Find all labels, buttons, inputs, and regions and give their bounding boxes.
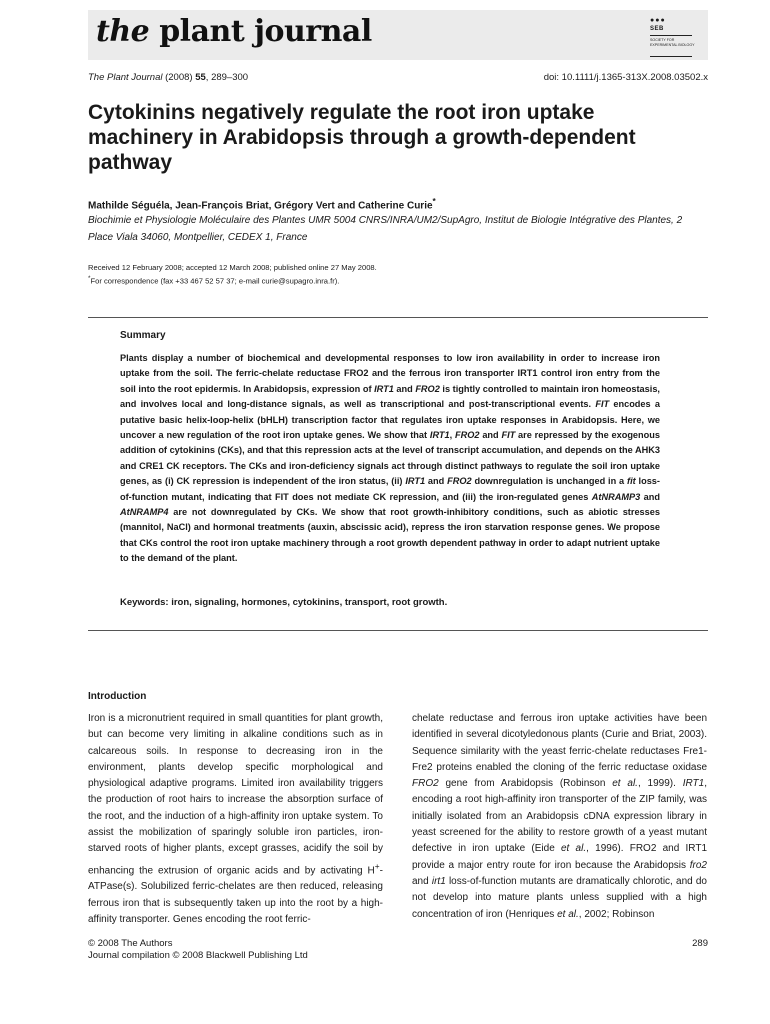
journal-logo-name: plant journal	[149, 14, 372, 49]
authors: Mathilde Séguéla, Jean-François Briat, Grégory Vert and Catherine Curie	[88, 200, 433, 212]
intro-text: , encoding a root high-affinity iron transporter of the ZIP family, was initially isolated from an Arabidopsis cDNA expression library in yeast screened for the ability to restore growth of a yeast mutant defective in iron uptake (Eide	[412, 778, 707, 855]
keywords: Keywords: iron, signaling, hormones, cytokinins, transport, root growth.	[120, 597, 448, 608]
intro-text: loss-of-function mutants are dramatically chlorotic, and do not develop into mature plants unless supplied with a high concentration of iron (Henriques	[412, 875, 707, 920]
introduction-heading: Introduction	[88, 691, 147, 702]
seb-short-name: SEB	[650, 26, 664, 32]
intro-text: and	[412, 875, 432, 887]
gene-name: AtNRAMP4	[120, 507, 169, 518]
gene-name: FRO2	[447, 476, 472, 487]
summary-part: and	[425, 476, 448, 487]
summary-part: ,	[449, 430, 455, 441]
page-number: 289	[692, 938, 708, 949]
corresponding-author-mark: *	[432, 196, 436, 206]
summary-heading: Summary	[120, 330, 166, 341]
received-dates: Received 12 February 2008; accepted 12 March 2008; published online 27 May 2008.	[88, 263, 377, 272]
seb-dots-icon: ●●●	[650, 17, 666, 24]
summary-part: and	[479, 430, 502, 441]
correspondence	[88, 273, 377, 287]
intro-text: , 1999).	[637, 778, 683, 790]
citation-journal: The Plant Journal	[88, 72, 163, 83]
gene-name: FRO2	[455, 430, 480, 441]
seb-divider-bottom	[650, 56, 692, 57]
gene-name: FRO2	[412, 778, 439, 790]
summary-part: are repressed by the exogenous addition of cytokinins (CKs), and that this repression acts at the level of transcript accumulation, and depends on the AHK3 and CRE1 CK receptors. The CKs and iron-deficiency signals act through distinct pathways to regulate the soil iron uptake genes, as (i) CK repression is independent of the iron status, (ii)	[120, 430, 660, 487]
summary-part: and	[640, 491, 660, 502]
journal-logo	[96, 14, 372, 49]
correspondence-text: For correspondence (fax +33 467 52 57 37; e-mail curie@supagro.inra.fr).	[90, 276, 340, 286]
summary-part: encodes a putative basic helix-loop-helix (bHLH) transcription factor that regulates iron uptake responses in Arabidopsis. Here, we uncover a new regulation of the root iron uptake genes. We show that	[120, 399, 660, 441]
footer-copyright	[88, 938, 308, 962]
gene-name: fit	[627, 476, 636, 487]
summary-part: and	[393, 383, 416, 394]
superscript: +	[374, 860, 380, 871]
gene-name: IRT1	[429, 430, 450, 441]
summary-part: is tightly controlled to maintain iron homeostasis, and involves local and long-distance signals, as well as transcriptional and post-transcriptional events.	[120, 383, 660, 410]
summary-top-rule	[88, 317, 708, 318]
intro-text: -ATPase(s). Solubilized ferric-chelates are then reduced, releasing ferrous iron that is subsequently taken up into the root by a high-affinity transporter. Genes encoding the root ferric-	[88, 865, 383, 925]
summary-part: Plants display a number of biochemical and developmental responses to low iron availability in order to increase iron uptake from the soil. The ferric-chelate reductase FRO2 and the ferrous iron transporter IRT1 control iron entry from the soil into the root epidermis. In Arabidopsis, expression of	[120, 353, 660, 394]
et-al: et al.	[557, 908, 579, 920]
citation-year: (2008)	[165, 72, 193, 83]
author-list	[88, 196, 436, 211]
gene-name: IRT1	[374, 383, 394, 394]
et-al: et al.	[612, 778, 638, 790]
seb-full-name: SOCIETY FOR EXPERIMENTAL BIOLOGY	[650, 38, 695, 47]
journal-banner	[88, 10, 708, 60]
intro-text: gene from Arabidopsis (Robinson	[438, 778, 613, 790]
correspondence-mark: *	[88, 275, 91, 282]
intro-text: chelate reductase and ferrous iron uptake activities have been identified in several dicotyledonous plants (Curie and Briat, 2003). Sequence similarity with the yeast ferric-chelate reductases Fre1-Fre2 proteins enabled the cloning of the ferric reductase oxidase	[412, 713, 707, 773]
summary-part: loss-of-function mutant, indicating that FIT does not mediate CK repression, and (iii) the iron-regulated genes	[120, 476, 660, 502]
gene-name: FRO2	[415, 383, 440, 394]
summary-part: are not downregulated by CKs. We show that root growth-inhibitory conditions, such as abiotic stresses (mannitol, NaCl) and hormonal treatments (auxin, abscissic acid), repress the iron starvation response genes. We propose that CKs control the root iron uptake machinery through a root growth dependent pathway in order to adapt nutrient uptake to the demand of the plant.	[120, 507, 660, 564]
citation-pages: , 289–300	[205, 72, 249, 83]
gene-name: AtNRAMP3	[591, 491, 641, 502]
citation-volume: 55	[195, 72, 206, 83]
gene-name: fro2	[689, 859, 707, 871]
gene-name: irt1	[431, 875, 446, 887]
gene-name: IRT1	[405, 476, 426, 487]
seb-logo	[650, 16, 700, 56]
summary-part: downregulation is unchanged in a	[471, 476, 628, 487]
intro-text: , 1996). FRO2 and IRT1 provide a major entry route for iron because the Arabidopsis	[412, 843, 708, 871]
summary-text	[120, 351, 660, 567]
gene-name: FIT	[595, 399, 610, 410]
journal-logo-the: the	[96, 14, 150, 49]
seb-divider	[650, 35, 692, 36]
introduction-left-column	[88, 711, 383, 928]
introduction-right-column	[412, 711, 707, 923]
gene-name: IRT1	[682, 778, 705, 790]
summary-bottom-rule	[88, 630, 708, 631]
intro-text: Iron is a micronutrient required in small quantities for plant growth, but can become very limiting in alkaline conditions such as in calcareous soils. In response to decreasing iron in the environment, plants develop specific morphological and physiological adaptive programs. Limited iron availability triggers the production of root hairs to increase the absorption surface of the root, and the induction of a high-affinity iron uptake system. To assist the mobilization of sparingly soluble iron particles, iron-starved roots of higher plants, except grasses, acidify the soil by enhancing the extrusion of organic acids and by activating H	[88, 713, 383, 876]
intro-text: , 2002; Robinson	[578, 908, 655, 920]
copyright: © 2008 The Authors	[88, 938, 173, 949]
journal-compilation: Journal compilation © 2008 Blackwell Publishing Ltd	[88, 950, 308, 961]
dates-block	[88, 262, 377, 287]
doi[interactable]: doi: 10.1111/j.1365-313X.2008.03502.x	[543, 72, 708, 83]
affiliation: Biochimie et Physiologie Moléculaire des Plantes UMR 5004 CNRS/INRA/UM2/SupAgro, Institut de Biologie Intégrative des Plantes, 2 Place Viala 34060, Montpellier, CEDEX 1, France	[88, 215, 683, 243]
gene-name: FIT	[501, 430, 516, 441]
et-al: et al.	[560, 843, 587, 855]
article-title: Cytokinins negatively regulate the root iron uptake machinery in Arabidopsis through a growth-dependent pathway	[88, 101, 636, 174]
citation	[88, 72, 248, 83]
